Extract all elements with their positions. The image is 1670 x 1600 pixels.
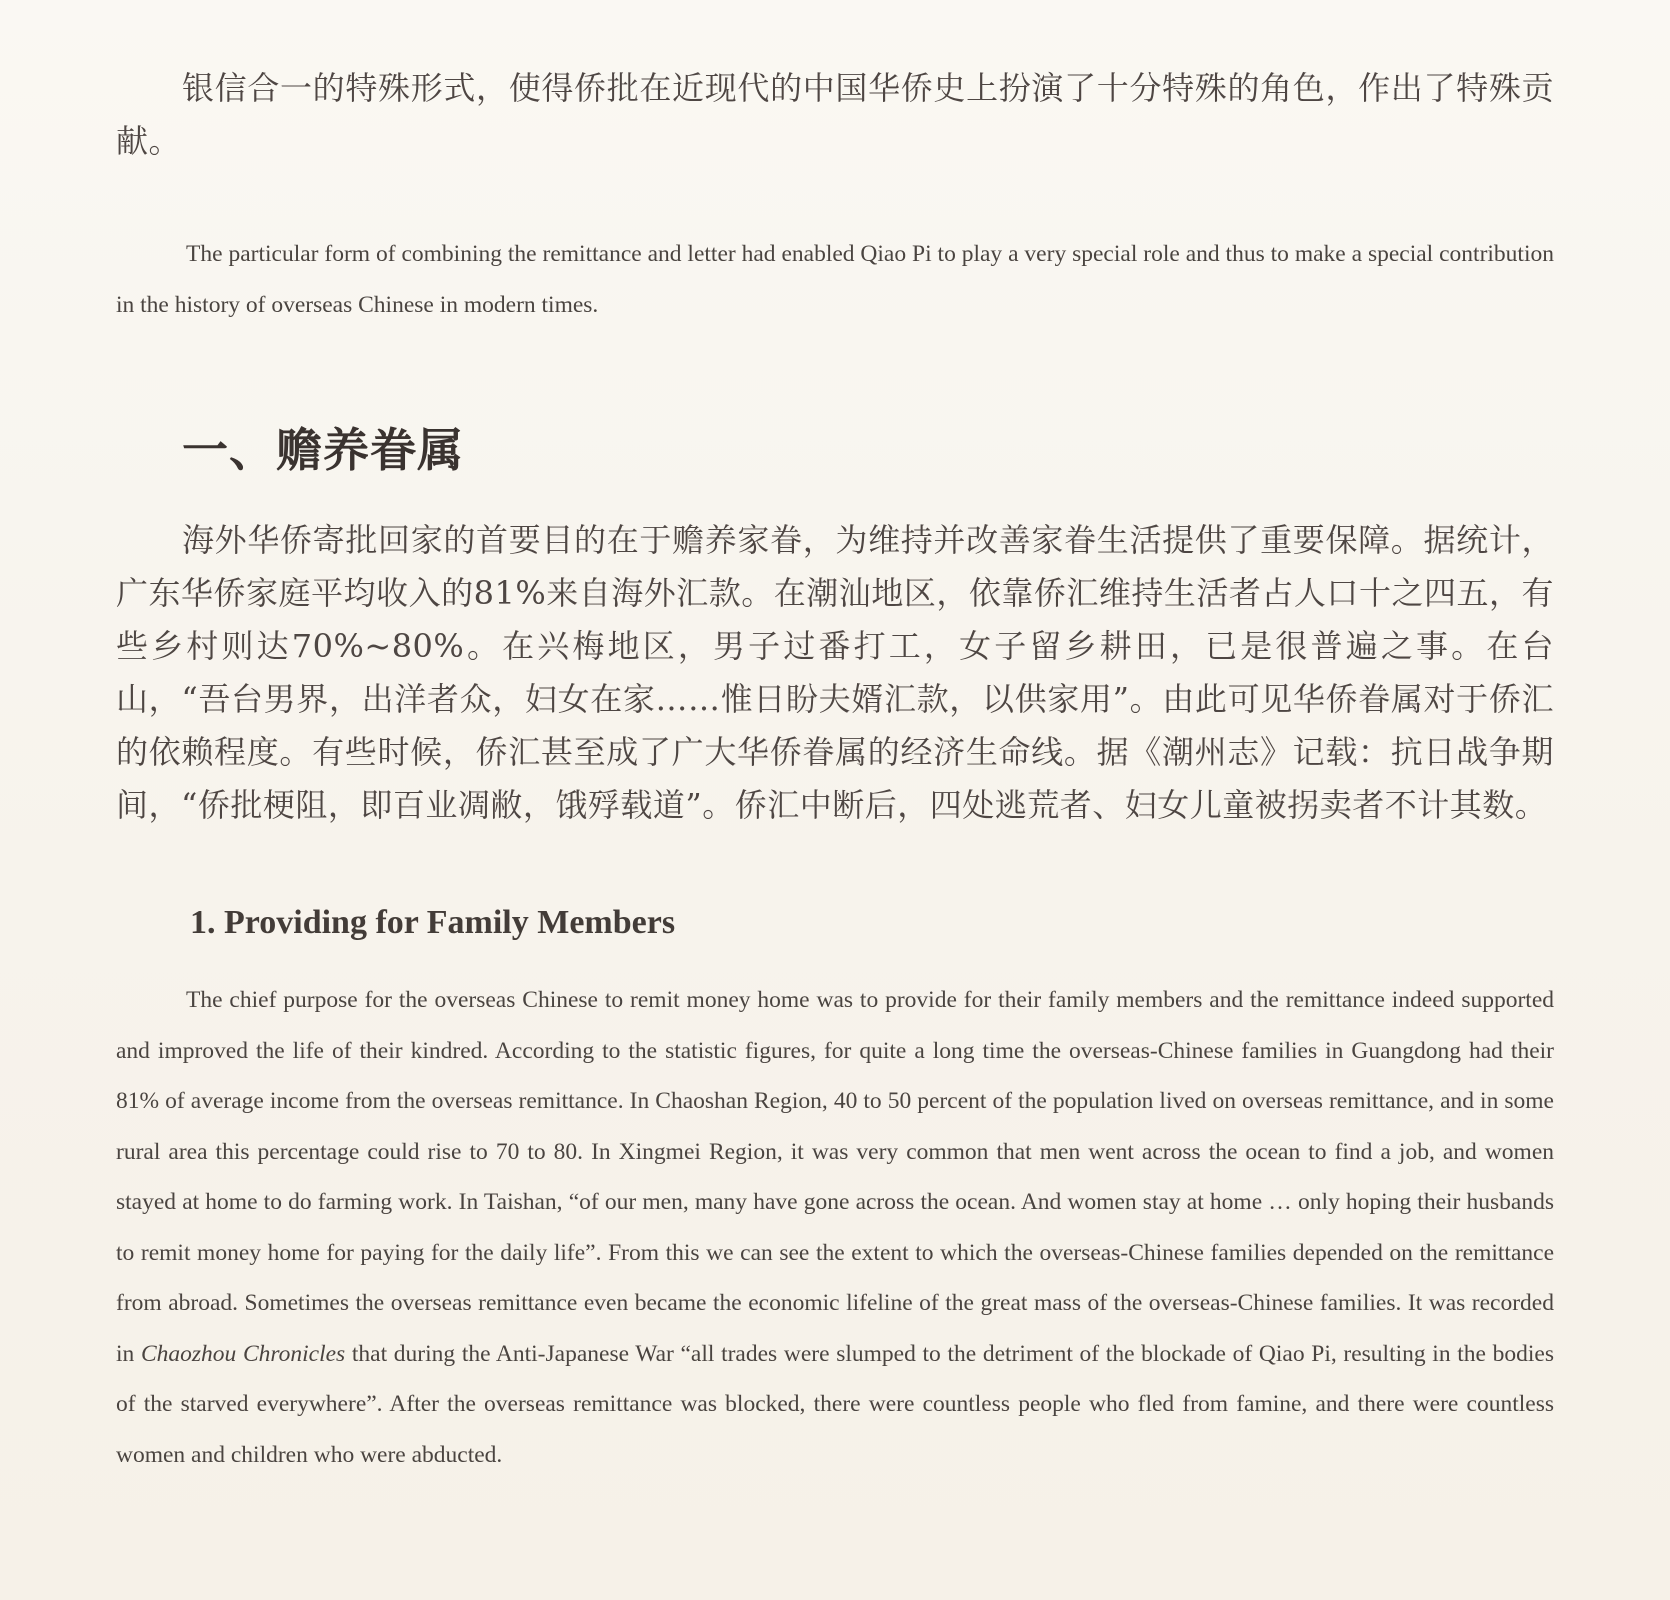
section-chinese-text: 海外华侨寄批回家的首要目的在于赡养家眷，为维持并改善家眷生活提供了重要保障。据统计，广东华侨家庭平均收入的81%来自海外汇款。在潮汕地区，依靠侨汇维持生活者占人口十之四五，有些乡村则达70%~80%。在兴梅地区，男子过番打工，女子留乡耕田，已是很普遍之事。在台山，“吾台男界，出洋者众，妇女在家……惟日盼夫婿汇款，以供家用”。由此可见华侨眷属对于侨汇的依赖程度。有些时候，侨汇甚至成了广大华侨眷属的经济生命线。据《潮州志》记载：抗日战争期间，“侨批梗阻，即百业凋敝，饿殍载道”。侨汇中断后，四处逃荒者、妇女儿童被拐卖者不计其数。 xyxy=(116,521,1554,824)
section-english-text xyxy=(116,975,1554,1480)
section-english-text-part2: that during the Anti-Japanese War “all trades were slumped to the detriment of the blockade of Qiao Pi, resulting in the bodies of the starved everywhere”. After the overseas remittance was blocked, there were countless people who fled from famine, and there were countless women and children who were abducted. xyxy=(116,1340,1554,1468)
intro-chinese-paragraph xyxy=(116,62,1554,168)
section-chinese-paragraph xyxy=(116,514,1554,832)
intro-english-text: The particular form of combining the remittance and letter had enabled Qiao Pi to play a very special role and thus to make a special contribution in the history of overseas Chinese in modern times. xyxy=(116,241,1554,318)
section-english-paragraph xyxy=(116,975,1554,1480)
section-chinese-heading: 一、赡养眷属 xyxy=(182,423,464,477)
section-english-text-part1: The chief purpose for the overseas Chinese to remit money home was to provide for their family members and the remittance indeed supported and improved the life of their kindred. According to the statistic figures, for quite a long time the overseas-Chinese families in Guangdong had their 81% of average income from the overseas remittance. In Chaoshan Region, 40 to 50 percent of the population lived on overseas remittance, and in some rural area this percentage could rise to 70 to 80. In Xingmei Region, it was very common that men went across the ocean to find a job, and women stayed at home to do farming work. In Taishan, “of our men, many have gone across the ocean. And women stay at home … only hoping their husbands to remit money home for paying for the daily life”. From this we can see the extent to which the overseas-Chinese families depended on the remittance from abroad. Sometimes the overseas remittance even became the economic lifeline of the great mass of the overseas-Chinese families. It was recorded in xyxy=(116,987,1554,1367)
intro-chinese-text: 银信合一的特殊形式，使得侨批在近现代的中国华侨史上扮演了十分特殊的角色，作出了特殊贡献。 xyxy=(116,69,1554,160)
book-title: Chaozhou Chronicles xyxy=(140,1340,346,1367)
section-english-heading: 1. Providing for Family Members xyxy=(190,904,676,941)
intro-english-paragraph xyxy=(116,229,1554,330)
